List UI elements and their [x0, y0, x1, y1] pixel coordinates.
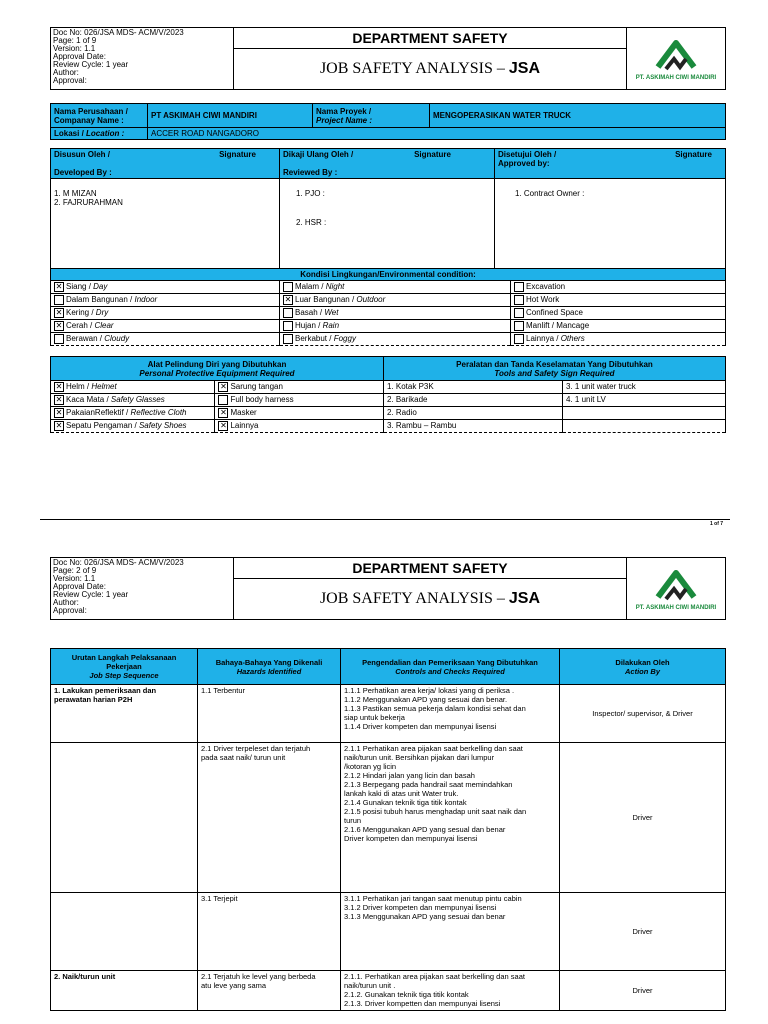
ppe-option[interactable] [215, 381, 384, 394]
ppe-option[interactable]: ✕ Helm / Helmet [51, 381, 215, 394]
env-option-label-en: Cloudy [104, 334, 130, 344]
checkbox-checked-icon[interactable]: ✕ [55, 308, 63, 317]
doc-header [50, 27, 726, 90]
developed-by-header: Disusun Oleh / Signature Developed By : [51, 149, 280, 179]
env-option[interactable]: ✕ Siang / Day [51, 281, 280, 294]
step-step [51, 743, 198, 893]
step-hazard: 2.1 Driver terpeleset dan terjatuh pada saat naik/ turun unit [198, 743, 341, 893]
reviewers-cell [280, 179, 495, 269]
env-option-label-en: Clear [94, 321, 114, 331]
env-option-label: Berawan [66, 334, 98, 344]
checkbox-checked-icon[interactable]: ✕ [55, 282, 63, 291]
step-controls: 3.1.1 Perhatikan jari tangan saat menutup pintu cabin 3.1.2 Driver kompeten dan mempunyai lisensi 3.1.3 Menggunakan APD yang sesuai dan benar [341, 893, 560, 971]
ppe-label-en: Safety Shoes [138, 421, 187, 431]
page-number: 1 of 7 [710, 521, 724, 527]
table-row [51, 743, 726, 893]
approved-by-header: Disetujui Oleh / Signature Approved by: [495, 149, 726, 179]
checkbox-icon[interactable] [514, 282, 524, 292]
env-option-label-en: Wet [324, 308, 339, 318]
env-option-label: Hujan [295, 321, 316, 331]
table-row [51, 893, 726, 971]
checkbox-checked-icon[interactable]: ✕ [55, 382, 63, 391]
logo-mark-icon [636, 35, 716, 81]
tool-item: 2. Radio [384, 407, 563, 420]
project-info [50, 103, 726, 140]
env-option[interactable]: Berkabut / Foggy [280, 333, 511, 346]
jsa-title: JOB SAFETY ANALYSIS – JSA [319, 60, 541, 77]
step-action: Driver [560, 971, 726, 1011]
env-option-label: Berkabut [295, 334, 328, 344]
checkbox-icon[interactable] [514, 308, 524, 318]
svg-text:PT. ASKIMAH CIWI MANDIRI: PT. ASKIMAH CIWI MANDIRI [636, 74, 716, 81]
environment-table [50, 280, 726, 346]
developer-2: 2. FAJRURAHMAN [54, 198, 123, 207]
environment-title: Kondisi Lingkungan/Environmental condition: [51, 269, 726, 281]
approver-owner: 1. Contract Owner : [515, 189, 585, 198]
tool-item [563, 407, 726, 420]
checkbox-icon[interactable] [283, 308, 293, 318]
env-option[interactable]: Malam / Night [280, 281, 511, 294]
tool-item: 3. Rambu – Rambu [384, 420, 563, 433]
step-controls: 2.1.1 Perhatikan area pijakan saat berkelling dan saat naik/turun unit. Bersihkan pijakan dari lumpur /kotoran yg licin 2.1.2 Hindari jalan yang licin dan basah 2.1.3 Berpegang pada handrail saat memindahkan lankah kaki di atas unit Water truk. 2.1.4 Gunakan teknik tiga titik kontak 2.1.5 posisi tubuh harus menghadap unit saat naik dan turun 2.1.6 Menggunakan APD yang sesual dan benar Driver kompeten dan mempunyai lisensi [341, 743, 560, 893]
checkbox-checked-icon[interactable]: ✕ [55, 421, 63, 430]
env-option-label-en: Rain [322, 321, 340, 331]
table-row [51, 685, 726, 743]
ppe-header: Alat Pelindung Diri yang Dibutuhkan Personal Protective Equipment Required [51, 357, 384, 381]
env-option-label-en: Others [560, 334, 585, 344]
step-action: Inspector/ supervisor, & Driver [560, 685, 726, 743]
project-label: Nama Proyek / Project Name : [313, 104, 430, 128]
env-option-label: Dalam Bangunan [66, 295, 128, 305]
reviewer-hsr: 2. HSR : [296, 218, 327, 227]
env-option-label: Siang [66, 282, 87, 292]
env-option[interactable] [511, 294, 726, 307]
env-option-label: Confined Space [526, 308, 583, 318]
checkbox-icon[interactable] [283, 334, 293, 344]
developers-cell [51, 179, 280, 269]
step-controls: 1.1.1 Perhatikan area kerja/ lokasi yang di periksa . 1.1.2 Menggunakan APD yang sesuai dan benar. 1.1.3 Pastikan semua pekerja dalam kondisi sehat dan siap untuk bekerja 1.1.4 Driver kompeten dan mempunyai lisensi [341, 685, 560, 743]
step-controls: 2.1.1. Perhatikan area pijakan saat berkelling dan saat naik/turun unit . 2.1.2. Gunakan teknik tiga titik kontak 2.1.3. Driver kompetten dan mempunyai lisensi [341, 971, 560, 1011]
ppe-label: Sepatu Pengaman [66, 421, 133, 431]
checkbox-icon[interactable] [514, 334, 524, 344]
ppe-label: PakaianReflektif [66, 408, 124, 418]
ppe-table [50, 356, 726, 433]
env-option-label: Cerah [66, 321, 88, 331]
col-controls-header: Pengendalian dan Pemeriksaan Yang Dibutuhkan Controls and Checks Required [341, 649, 560, 685]
ppe-option[interactable]: ✕ Sepatu Pengaman / Safety Shoes [51, 420, 215, 433]
developer-1: 1. M MIZAN [54, 189, 97, 198]
reviewer-pjo: 1. PJO : [296, 189, 325, 198]
checkbox-checked-icon[interactable]: ✕ [220, 408, 227, 417]
ppe-option[interactable] [215, 394, 384, 407]
company-label: Nama Perusahaan / Companay Name : [51, 104, 148, 128]
tool-item: 2. Barikade [384, 394, 563, 407]
env-option-label: Kering [66, 308, 90, 318]
company-value: PT ASKIMAH CIWI MANDIRI [148, 104, 313, 128]
env-option-label: Lainnya [526, 334, 555, 344]
checkbox-checked-icon[interactable]: ✕ [220, 382, 227, 391]
env-option[interactable] [511, 281, 726, 294]
ppe-label-en: Reflective Cloth [130, 408, 187, 418]
checkbox-icon[interactable] [283, 282, 293, 292]
step-hazard: 3.1 Terjepit [198, 893, 341, 971]
env-option[interactable]: Lainnya / Others [511, 333, 726, 346]
env-option[interactable]: ✕ Cerah / Clear [51, 320, 280, 333]
env-option[interactable]: Dalam Bangunan / Indoor [51, 294, 280, 307]
ppe-label: Full body harness [230, 395, 294, 405]
ppe-option[interactable] [215, 407, 384, 420]
checkbox-checked-icon[interactable]: ✕ [55, 408, 63, 417]
env-option-label: Manlift / Mancage [526, 321, 590, 331]
step-action: Driver [560, 893, 726, 971]
env-option-label: Basah [295, 308, 318, 318]
checkbox-icon[interactable] [54, 334, 64, 344]
env-option-label: Malam [295, 282, 320, 292]
col-hazard-header: Bahaya-Bahaya Yang Dikenali Hazards Identified [198, 649, 341, 685]
env-option[interactable]: Basah / Wet [280, 307, 511, 320]
ppe-label: Sarung tangan [230, 382, 283, 392]
checkbox-icon[interactable] [218, 395, 228, 405]
env-option[interactable] [511, 307, 726, 320]
env-option-label: Luar Bangunan [295, 295, 350, 305]
env-option-label-en: Outdoor [356, 295, 386, 305]
page-1 [50, 27, 726, 527]
location-value: ACCER ROAD NANGADORO [148, 128, 726, 140]
approval-table [50, 148, 726, 281]
env-option-label-en: Indoor [134, 295, 158, 305]
tool-item: 3. 1 unit water truck [563, 381, 726, 394]
ppe-label: Lainnya [230, 421, 259, 431]
ppe-label: Helm [66, 382, 85, 392]
step-hazard: 2.1 Terjatuh ke level yang berbeda atu leve yang sama [198, 971, 341, 1011]
env-option-label-en: Night [325, 282, 345, 292]
step-step [51, 893, 198, 971]
step-step: 2. Naik/turun unit [51, 971, 198, 1011]
department-title: DEPARTMENT SAFETY [234, 558, 626, 579]
ppe-option[interactable] [215, 420, 384, 433]
checkbox-checked-icon[interactable]: ✕ [55, 395, 63, 404]
tool-item: 4. 1 unit LV [563, 394, 726, 407]
env-option[interactable]: ✕ Luar Bangunan / Outdoor [280, 294, 511, 307]
table-row [51, 971, 726, 1011]
page-divider [40, 519, 730, 520]
env-option[interactable] [511, 320, 726, 333]
ppe-option[interactable]: ✕ Kaca Mata / Safety Glasses [51, 394, 215, 407]
approvers-cell [495, 179, 726, 269]
company-logo [627, 28, 726, 90]
tools-header: Peralatan dan Tanda Keselamatan Yang Dibutuhkan Tools and Safety Sign Required [384, 357, 726, 381]
project-value: MENGOPERASIKAN WATER TRUCK [430, 104, 726, 128]
checkbox-checked-icon[interactable]: ✕ [284, 295, 292, 304]
reviewed-by-header: Dikaji Ulang Oleh / Signature Reviewed By : [280, 149, 495, 179]
step-step: 1. Lakukan pemeriksaan dan perawatan harian P2H [51, 685, 198, 743]
tool-item [563, 420, 726, 433]
env-option-label-en: Dry [95, 308, 109, 318]
department-title: DEPARTMENT SAFETY [234, 28, 626, 49]
checkbox-icon[interactable] [283, 321, 293, 331]
svg-text:PT. ASKIMAH CIWI MANDIRI: PT. ASKIMAH CIWI MANDIRI [636, 604, 716, 611]
ppe-label: Kaca Mata [66, 395, 105, 405]
checkbox-icon[interactable] [514, 295, 524, 305]
job-steps-table [50, 648, 726, 1011]
ppe-label-en: Helmet [91, 382, 117, 392]
doc-meta: Doc No: 026/JSA MDS- ACM/V/2023 Page: 1 of 9 Version: 1.1 Approval Date: Review Cycle: 1 year Author: Approval: [51, 28, 234, 90]
env-option-label: Hot Work [526, 295, 560, 305]
col-step-header: Urutan Langkah Pelaksanaan Pekerjaan Job Step Sequence [51, 649, 198, 685]
env-option-label-en: Foggy [333, 334, 356, 344]
doc-header-2 [50, 557, 726, 620]
step-hazard: 1.1 Terbentur [198, 685, 341, 743]
ppe-label: Masker [230, 408, 257, 418]
ppe-label-en: Safety Glasses [110, 395, 165, 405]
page-2 [50, 557, 726, 1011]
env-option-label-en: Day [93, 282, 108, 292]
env-option[interactable]: Berawan / Cloudy [51, 333, 280, 346]
logo-mark-icon [636, 565, 716, 611]
checkbox-checked-icon[interactable]: ✕ [220, 421, 227, 430]
ppe-option[interactable]: ✕ PakaianReflektif / Reflective Cloth [51, 407, 215, 420]
company-logo [627, 558, 726, 620]
checkbox-icon[interactable] [514, 321, 524, 331]
location-label: Lokasi / Location : [51, 128, 148, 140]
checkbox-checked-icon[interactable]: ✕ [55, 321, 63, 330]
tool-item: 1. Kotak P3K [384, 381, 563, 394]
checkbox-icon[interactable] [54, 295, 64, 305]
step-action: Driver [560, 743, 726, 893]
env-option-label: Excavation [526, 282, 566, 292]
env-option[interactable]: ✕ Kering / Dry [51, 307, 280, 320]
jsa-title: JOB SAFETY ANALYSIS – JSA [319, 590, 541, 607]
doc-meta-2: Doc No: 026/JSA MDS- ACM/V/2023 Page: 2 of 9 Version: 1.1 Approval Date: Review Cycle: 1 year Author: Approval: [51, 558, 234, 620]
env-option[interactable]: Hujan / Rain [280, 320, 511, 333]
col-action-header: Dilakukan Oleh Action By [560, 649, 726, 685]
